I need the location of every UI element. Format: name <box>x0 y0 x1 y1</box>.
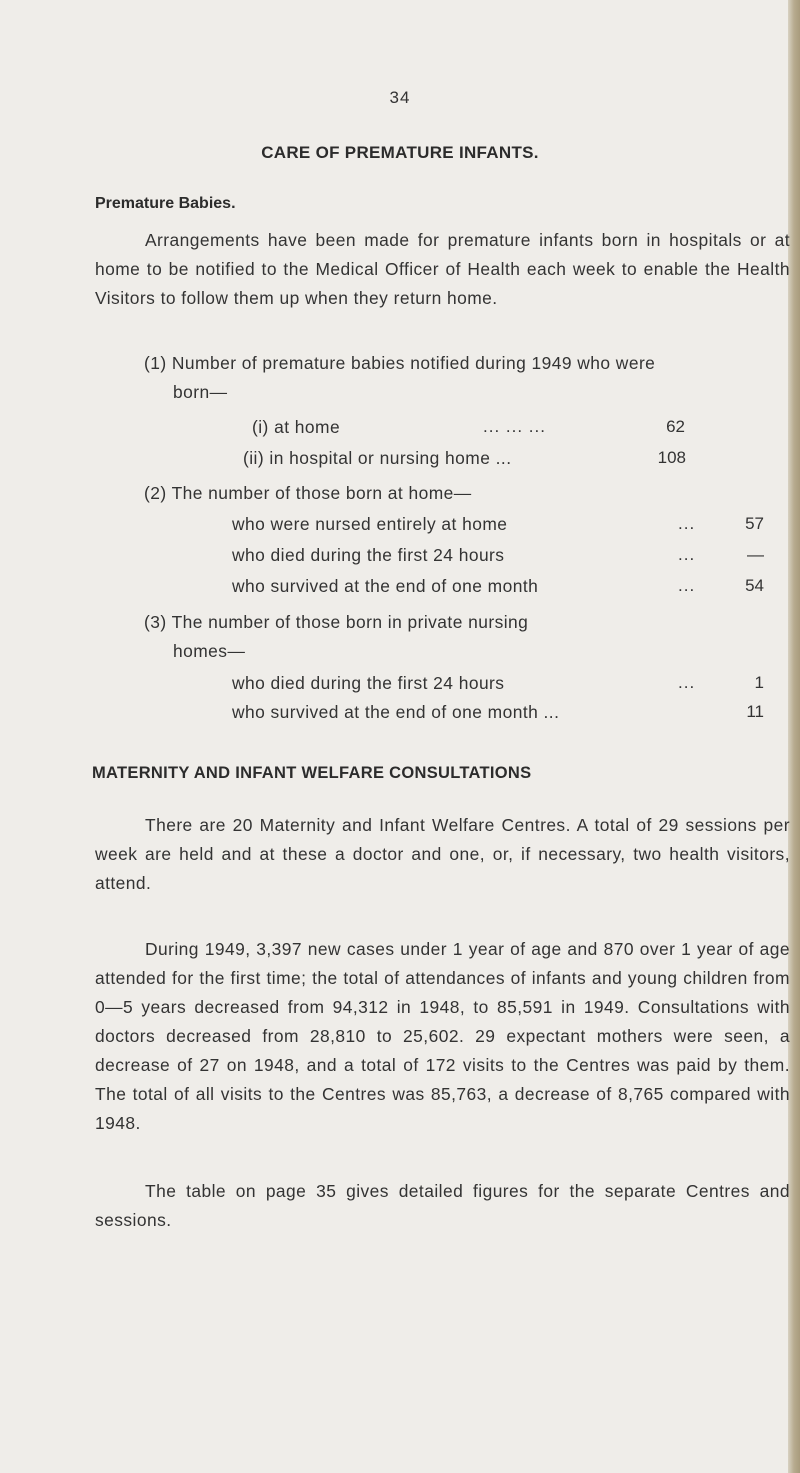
item2-row-dots: ... <box>678 545 696 564</box>
section-title-maternity: MATERNITY AND INFANT WELFARE CONSULTATIONS <box>92 764 532 782</box>
item1-row-value: 62 <box>666 417 685 436</box>
item2-row-value: 57 <box>745 514 764 533</box>
item2-row-dots: ... <box>678 576 696 595</box>
item2-row-value: 54 <box>745 576 764 595</box>
item3-row-label: who survived at the end of one month ... <box>232 702 560 722</box>
item1-row-value: 108 <box>657 448 686 467</box>
subheading-premature-babies: Premature Babies. <box>95 195 236 212</box>
item2-label: (2) The number of those born at home— <box>144 483 472 503</box>
item3-row-dots: ... <box>678 673 696 692</box>
item2-row-dots: ... <box>678 514 696 533</box>
paragraph-statistics: During 1949, 3,397 new cases under 1 year of age and 870 over 1 year of age attended for the first time; the total of attendances of infants and young children from 0—5 years decreased from 94,312 in 1948, to 85,591 in 1949. Consultations with doctors decreased from 28,810 to 25,602. 29 expectant mothers were seen, a decrease of 27 on 1948, and a total of 172 visits to the Centres was paid by them. The total of all visits to the Centres was 85,763, a decrease of 8,765 compared with 1948. <box>95 939 790 1133</box>
item2-row-label: who survived at the end of one month <box>232 576 539 596</box>
item3-label-line2: homes— <box>173 641 246 661</box>
item3-row-value: 1 <box>754 673 764 692</box>
item1-label-line1: (1) Number of premature babies notified during 1949 who were <box>144 353 656 373</box>
item1-label-line2: born— <box>173 382 228 402</box>
item3-row-value: 11 <box>746 702 764 721</box>
item2-row-label: who were nursed entirely at home <box>232 514 508 534</box>
intro-paragraph: Arrangements have been made for premature infants born in hospitals or at home to be notified to the Medical Officer of Health each week to enable the Health Visitors to follow them up when they return home. <box>95 230 790 308</box>
item3-label-line1: (3) The number of those born in private nursing <box>144 612 529 632</box>
item3-row-label: who died during the first 24 hours <box>232 673 505 693</box>
item1-row-label: (ii) in hospital or nursing home ... <box>243 448 512 468</box>
section-title-premature: CARE OF PREMATURE INFANTS. <box>261 143 539 162</box>
item2-row-label: who died during the first 24 hours <box>232 545 505 565</box>
item1-row-label: (i) at home <box>252 417 341 437</box>
paragraph-centres: There are 20 Maternity and Infant Welfare Centres. A total of 29 sessions per week are held and at these a doctor and one, or, if necessary, two health visitors, attend. <box>95 815 790 893</box>
item1-row-dots: ... ... ... <box>483 417 546 436</box>
paragraph-table-reference: The table on page 35 gives detailed figures for the separate Centres and sessions. <box>95 1181 790 1230</box>
page-number: 34 <box>389 88 411 107</box>
page-edge <box>788 0 800 1473</box>
item2-row-value: — <box>747 545 764 564</box>
